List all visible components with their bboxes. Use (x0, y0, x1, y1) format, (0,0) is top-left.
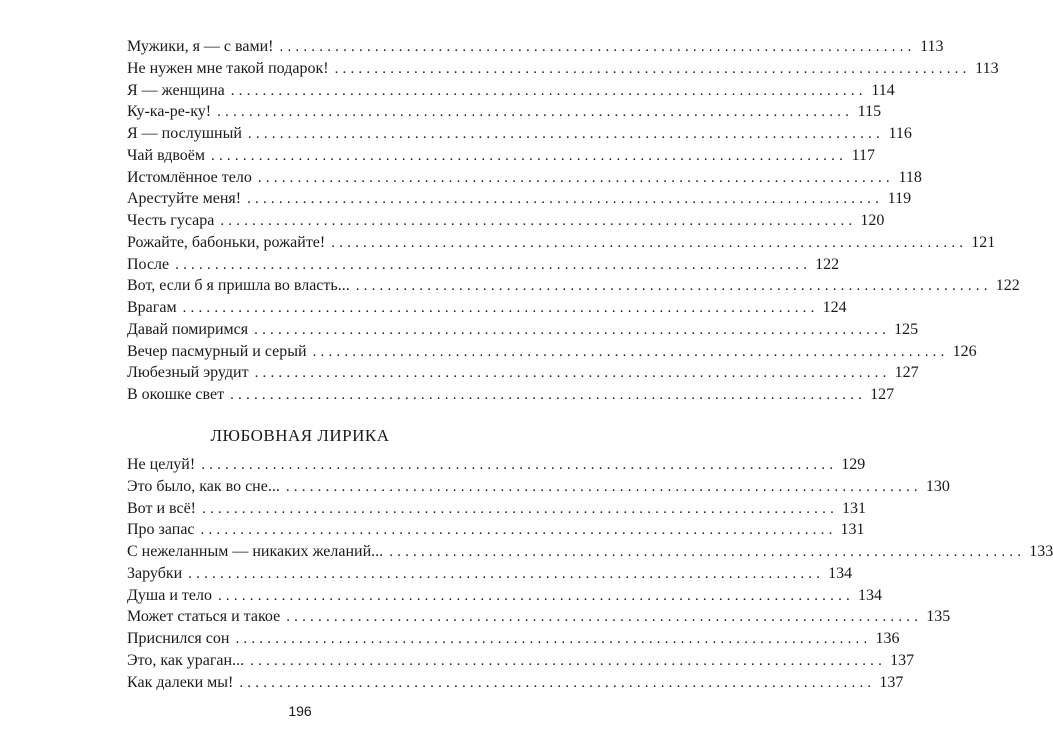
toc-entry-page: 113 (920, 38, 944, 55)
toc-leader-dots: ................................................................................ (220, 213, 857, 229)
toc-entry-title: Чай вдвоём (127, 146, 206, 164)
toc-entry (127, 167, 922, 189)
toc-leader-dots: ................................................................................ (312, 343, 949, 360)
toc-entry (127, 123, 912, 145)
toc-entry (127, 498, 867, 520)
toc-entry-title: Истомлённое тело (127, 168, 252, 186)
toc-entry (127, 606, 951, 628)
toc-entry (127, 297, 847, 319)
toc-leader-dots: ................................................................................ (217, 587, 854, 604)
toc-entry (127, 650, 915, 672)
toc-leader-dots: ................................................................................ (254, 365, 891, 382)
toc-entry-page: 127 (870, 386, 895, 403)
toc-entry (127, 585, 882, 607)
toc-entry-title: Ку-ка-ре-ку! (127, 103, 212, 121)
toc-entry-title: Вечер пасмурный и серый (127, 342, 307, 360)
toc-leader-dots: ................................................................................ (355, 278, 992, 295)
toc-leader-dots: ................................................................................ (254, 321, 891, 338)
toc-leader-dots: ................................................................................ (247, 126, 884, 142)
toc-entry-page: 125 (894, 320, 919, 338)
toc-leader-dots: ................................................................................ (230, 387, 867, 403)
toc-leader-dots: ................................................................................ (285, 478, 922, 495)
toc-entry (127, 58, 999, 80)
toc-leader-dots: ................................................................................ (334, 60, 971, 77)
toc-leader-dots: ................................................................................ (188, 565, 825, 582)
toc-leader-dots: ................................................................................ (331, 234, 968, 251)
page-number: 196 (288, 703, 312, 719)
toc-entry-page: 135 (926, 608, 951, 626)
toc-entry-page: 133 (1029, 543, 1053, 560)
toc-entry-page: 121 (971, 233, 996, 251)
toc-entry-title: Не нужен мне такой подарок! (127, 59, 329, 77)
toc-list-part2 (127, 454, 1053, 693)
toc-entry-page: 117 (851, 146, 876, 164)
toc-entry-title: Давай помиримся (127, 320, 249, 338)
toc-entry-title: С нежеланным — никаких желаний... (127, 543, 384, 560)
toc-entry (127, 563, 853, 585)
toc-leader-dots: ................................................................................ (286, 609, 923, 626)
toc-leader-dots: ................................................................................ (235, 631, 872, 647)
toc-entry (127, 145, 876, 167)
toc-entry (127, 341, 977, 363)
toc-entry-page: 119 (887, 190, 912, 208)
toc-entry (127, 232, 996, 254)
toc-leader-dots: ................................................................................ (230, 82, 867, 99)
toc-leader-dots: ................................................................................ (279, 39, 916, 55)
toc-entry (127, 476, 950, 498)
toc-entry (127, 319, 919, 341)
toc-entry-title: Арестуйте меня! (127, 190, 242, 208)
toc-leader-dots: ................................................................................ (211, 147, 848, 164)
toc-leader-dots: ................................................................................ (175, 256, 812, 273)
toc-entry-title: Вот и всё! (127, 499, 197, 517)
toc-entry-title: Душа и тело (127, 586, 212, 604)
toc-entry-title: Мужики, я — с вами! (127, 38, 274, 55)
toc-entry (127, 101, 882, 123)
toc-entry-title: Зарубки (127, 564, 183, 582)
toc-entry-title: Честь гусара (127, 212, 215, 229)
toc-entry-page: 116 (888, 125, 912, 142)
toc-entry (127, 628, 900, 650)
toc-leader-dots: ................................................................................ (250, 652, 887, 669)
toc-entry-page: 130 (925, 477, 950, 495)
toc-entry (127, 672, 904, 694)
toc-entry-page: 114 (871, 81, 895, 99)
toc-entry-title: Я — женщина (127, 81, 225, 99)
toc-entry-title: Не целуй! (127, 456, 196, 473)
toc-entry-title: Может статься и такое (127, 608, 281, 626)
toc-entry (127, 519, 865, 541)
toc-leader-dots: ................................................................................ (239, 674, 876, 691)
toc-entry-page: 115 (857, 103, 882, 121)
toc-entry-page: 134 (828, 564, 853, 582)
toc-entry (127, 80, 895, 102)
toc-entry-page: 122 (815, 255, 840, 273)
toc-list-part1 (127, 36, 1020, 406)
toc-entry-title: Вот, если б я пришла во власть... (127, 277, 350, 295)
toc-leader-dots: ................................................................................ (389, 544, 1026, 560)
toc-entry-title: После (127, 255, 170, 273)
toc-entry-page: 127 (894, 364, 919, 382)
toc-entry (127, 541, 1053, 563)
toc-entry-title: Про запас (127, 521, 195, 539)
toc-entry (127, 275, 1020, 297)
toc-entry-page: 137 (890, 651, 915, 669)
toc-leader-dots: ................................................................................ (257, 169, 894, 186)
toc-entry (127, 210, 885, 232)
toc-entry-page: 134 (857, 586, 882, 604)
toc-entry-title: Приснился сон (127, 630, 230, 647)
toc-entry (127, 454, 866, 476)
toc-entry-page: 124 (822, 299, 847, 316)
toc-entry (127, 254, 840, 276)
section-heading: ЛЮБОВНАЯ ЛИРИКА (210, 426, 390, 445)
toc-entry-title: Как далеки мы! (127, 673, 234, 691)
toc-entry-page: 137 (879, 673, 904, 691)
toc-entry-page: 118 (898, 168, 922, 186)
toc-entry-title: Я — послушный (127, 125, 242, 142)
toc-entry-title: Это было, как во сне... (127, 477, 280, 495)
toc-entry-page: 131 (842, 499, 867, 517)
toc-entry-page: 113 (975, 59, 999, 77)
toc-entry-page: 120 (860, 212, 885, 229)
toc-entry-title: В окошке свет (127, 386, 225, 403)
toc-leader-dots: ................................................................................ (202, 500, 839, 517)
toc-entry-page: 122 (995, 277, 1020, 295)
toc-entry-title: Врагам (127, 299, 177, 316)
toc-entry (127, 188, 912, 210)
toc-leader-dots: ................................................................................ (247, 191, 884, 208)
toc-leader-dots: ................................................................................ (182, 300, 819, 316)
toc-entry (127, 36, 944, 58)
toc-leader-dots: ................................................................................ (200, 522, 837, 539)
toc-entry-page: 126 (952, 342, 977, 360)
toc-entry-page: 131 (840, 521, 865, 539)
toc-entry (127, 384, 895, 406)
toc-leader-dots: ................................................................................ (217, 104, 854, 121)
toc-entry-title: Это, как ураган... (127, 651, 245, 669)
toc-leader-dots: ................................................................................ (201, 457, 838, 473)
toc-entry-title: Любезный эрудит (127, 364, 249, 382)
toc-entry (127, 362, 919, 384)
toc-entry-page: 129 (841, 456, 866, 473)
toc-entry-title: Рожайте, бабоньки, рожайте! (127, 233, 326, 251)
toc-entry-page: 136 (875, 630, 900, 647)
